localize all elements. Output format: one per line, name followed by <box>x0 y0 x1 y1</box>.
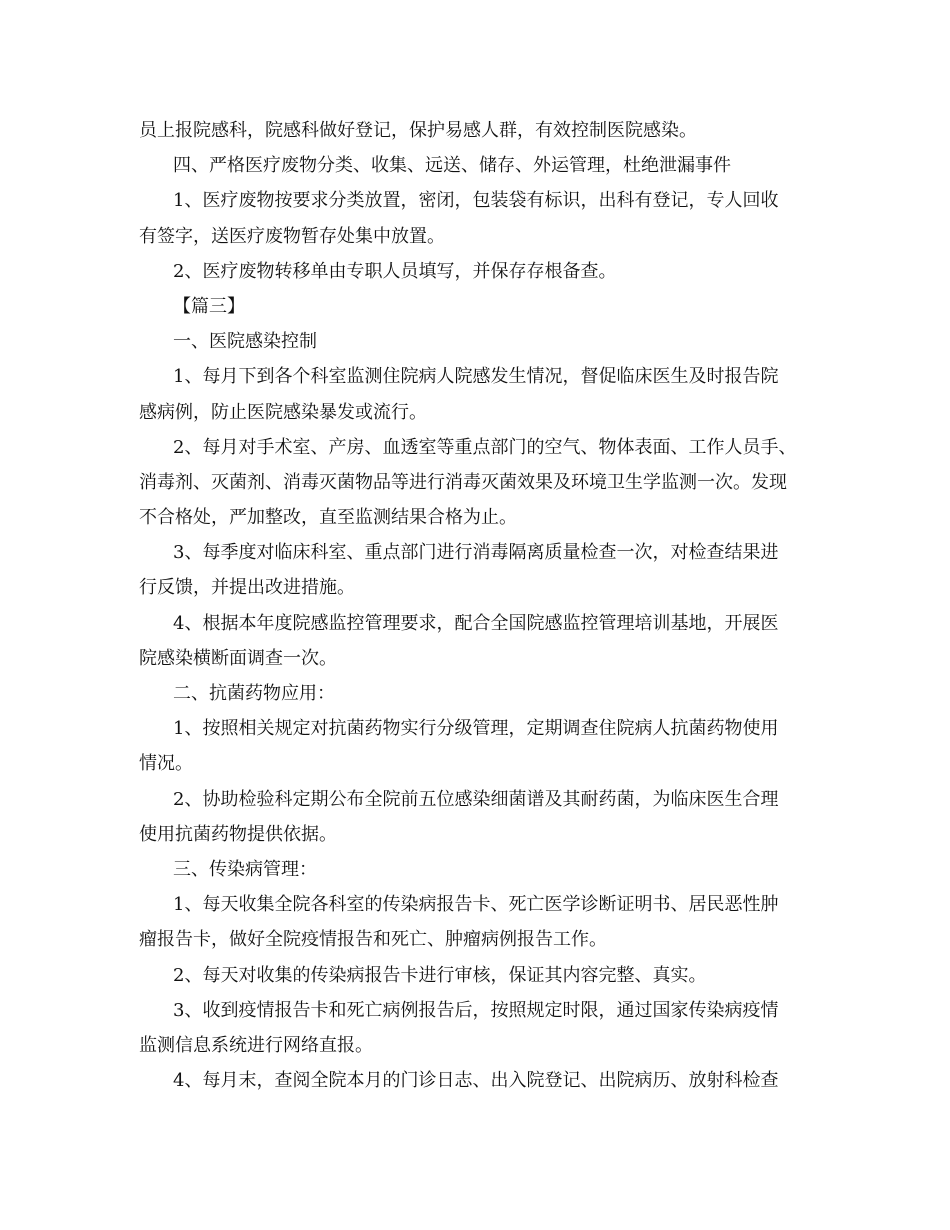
section-heading: 二、抗菌药物应用： <box>173 683 335 704</box>
text-line: 4、根据本年度院感监控管理要求，配合全国院感监控管理培训基地，开展医 <box>173 612 779 634</box>
text-line: 员上报院感科，院感科做好登记，保护易感人群，有效控制医院感染。 <box>139 120 697 141</box>
text-line: 情况。 <box>139 753 193 775</box>
text-line: 4、每月末，查阅全院本月的门诊日志、出入院登记、出院病历、放射科检查 <box>173 1070 779 1092</box>
text-line: 3、每季度对临床科室、重点部门进行消毒隔离质量检查一次，对检查结果进 <box>173 542 779 564</box>
section-heading: 四、严格医疗废物分类、收集、远送、储存、外运管理，杜绝泄漏事件 <box>173 155 731 177</box>
text-line: 消毒剂、灭菌剂、消毒灭菌物品等进行消毒灭菌效果及环境卫生学监测一次。发现 <box>139 471 787 493</box>
text-line: 有签字，送医疗废物暂存处集中放置。 <box>139 225 445 247</box>
text-line: 1、按照相关规定对抗菌药物实行分级管理，定期调查住院病人抗菌药物使用 <box>173 718 779 740</box>
text-line: 2、协助检验科定期公布全院前五位感染细菌谱及其耐药菌，为临床医生合理 <box>173 788 779 810</box>
text-line: 不合格处，严加整改，直至监测结果合格为止。 <box>139 507 517 529</box>
text-line: 监测信息系统进行网络直报。 <box>139 1034 373 1056</box>
text-line: 1、医疗废物按要求分类放置，密闭，包装袋有标识，出科有登记，专人回收 <box>173 190 779 212</box>
text-line: 院感染横断面调查一次。 <box>139 647 337 669</box>
text-line: 2、每月对手术室、产房、血透室等重点部门的空气、物体表面、工作人员手、 <box>173 436 797 458</box>
text-line: 2、医疗废物转移单由专职人员填写，并保存存根备查。 <box>173 260 617 282</box>
text-line: 感病例，防止医院感染暴发或流行。 <box>139 401 427 423</box>
chapter-heading: 【篇三】 <box>173 295 245 317</box>
section-heading: 三、传染病管理： <box>173 858 317 880</box>
text-line: 使用抗菌药物提供依据。 <box>139 823 337 845</box>
text-line: 行反馈，并提出改进措施。 <box>139 577 355 599</box>
text-line: 瘤报告卡，做好全院疫情报告和死亡、肿瘤病例报告工作。 <box>139 929 607 951</box>
document-body <box>139 113 819 1098</box>
text-line: 1、每月下到各个科室监测住院病人院感发生情况，督促临床医生及时报告院 <box>173 366 779 388</box>
text-line: 2、每天对收集的传染病报告卡进行审核，保证其内容完整、真实。 <box>173 964 707 986</box>
text-line: 1、每天收集全院各科室的传染病报告卡、死亡医学诊断证明书、居民恶性肿 <box>173 894 779 916</box>
text-line: 3、收到疫情报告卡和死亡病例报告后，按照规定时限，通过国家传染病疫情 <box>173 999 779 1021</box>
section-heading: 一、医院感染控制 <box>173 331 317 353</box>
